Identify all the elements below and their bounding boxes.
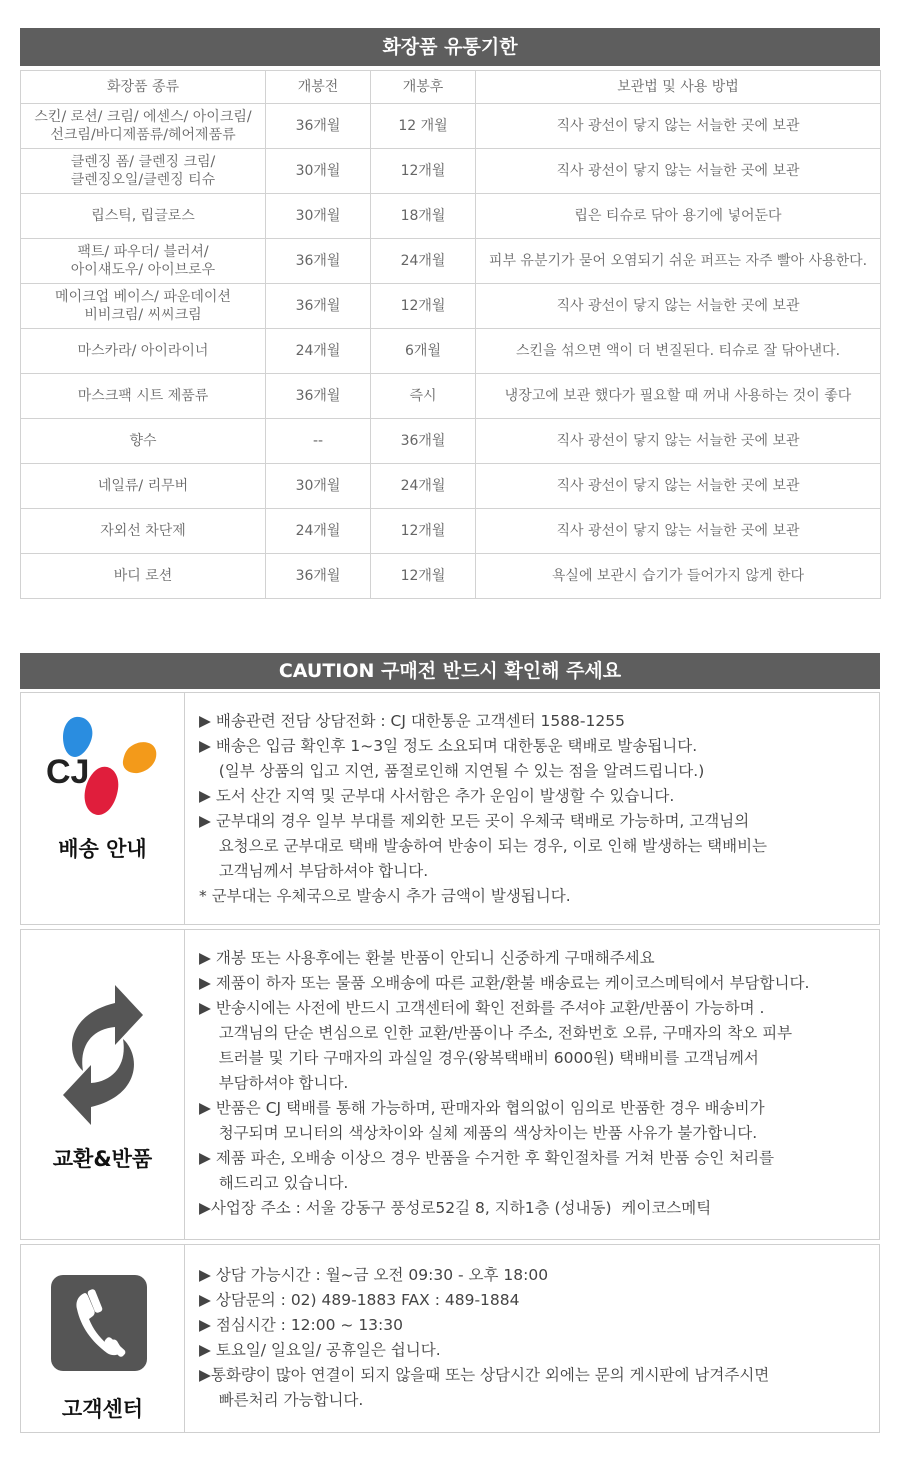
cell-before-opening: 36개월 [266, 374, 371, 419]
cell-type-line: 클렌징오일/클렌징 티슈 [70, 172, 216, 188]
cell-type-line: 향수 [129, 433, 157, 449]
cell-type [21, 284, 266, 329]
table-row [21, 104, 881, 149]
exchange-line: ▶ 개봉 또는 사용후에는 환불 반품이 안되니 신중하게 구매해주세요 [199, 949, 655, 967]
table-row [21, 554, 881, 599]
cell-after-opening: 24개월 [371, 464, 476, 509]
customer-center-section [20, 1244, 880, 1433]
cell-storage-method: 직사 광선이 닿지 않는 서늘한 곳에 보관 [476, 284, 881, 329]
cj-logo-icon [38, 715, 168, 820]
cell-before-opening: 30개월 [266, 149, 371, 194]
delivery-section [20, 692, 880, 925]
cell-before-opening: 36개월 [266, 554, 371, 599]
delivery-line: ▶ 배송은 입금 확인후 1~3일 정도 소요되며 대한통운 택배로 발송됩니다. [199, 737, 698, 755]
cell-storage-method: 스킨을 섞으면 액이 더 변질된다. 티슈로 잘 닦아낸다. [476, 329, 881, 374]
cell-type [21, 374, 266, 419]
table-row [21, 464, 881, 509]
cell-storage-method: 직사 광선이 닿지 않는 서늘한 곳에 보관 [476, 509, 881, 554]
cell-type-line: 바디 로션 [113, 568, 173, 584]
exchange-line: 해드리고 있습니다. [199, 1174, 349, 1192]
table-row [21, 374, 881, 419]
exchange-line: ▶ 반송시에는 사전에 반드시 고객센터에 확인 전화를 주셔야 교환/반품이 가능하며 . [199, 999, 765, 1017]
cell-storage-method: 직사 광선이 닿지 않는 서늘한 곳에 보관 [476, 104, 881, 149]
cell-after-opening: 12개월 [371, 509, 476, 554]
delivery-line: 요청으로 군부대로 택배 발송하여 반송이 되는 경우, 이로 인해 발생하는 택배비는 [199, 837, 768, 855]
exchange-text [199, 946, 871, 1221]
delivery-caption: 배송 안내 [58, 837, 147, 861]
cell-type-line: 스킨/ 로션/ 크림/ 에센스/ 아이크림/ [34, 109, 252, 125]
caution-title: CAUTION 구매전 반드시 확인해 주세요 [20, 653, 880, 689]
cell-type [21, 329, 266, 374]
cell-before-opening: 36개월 [266, 284, 371, 329]
cs-line: 빠른처리 가능합니다. [199, 1391, 364, 1409]
cell-type [21, 509, 266, 554]
cell-type [21, 104, 266, 149]
cell-after-opening: 24개월 [371, 239, 476, 284]
phone-icon [51, 1275, 147, 1371]
cell-type [21, 194, 266, 239]
cell-after-opening: 12 개월 [371, 104, 476, 149]
delivery-line: ▶ 군부대의 경우 일부 부대를 제외한 모든 곳이 우체국 택배로 가능하며, 고객님의 [199, 812, 750, 830]
delivery-line: ▶ 도서 산간 지역 및 군부대 사서함은 추가 운임이 발생할 수 있습니다. [199, 787, 675, 805]
cell-storage-method: 립은 티슈로 닦아 용기에 넣어둔다 [476, 194, 881, 239]
table-row [21, 194, 881, 239]
cell-type-line: 자외선 차단제 [100, 523, 186, 539]
cs-text [199, 1263, 871, 1413]
exchange-line: ▶사업장 주소 : 서울 강동구 풍성로52길 8, 지하1층 (성내동) 케이코스메틱 [199, 1199, 712, 1217]
cell-type-line: 아이섀도우/ 아이브로우 [70, 262, 216, 278]
cell-before-opening: -- [266, 419, 371, 464]
cell-storage-method: 냉장고에 보관 했다가 필요할 때 꺼내 사용하는 것이 좋다 [476, 374, 881, 419]
cell-type [21, 464, 266, 509]
cell-before-opening: 30개월 [266, 194, 371, 239]
cell-after-opening: 18개월 [371, 194, 476, 239]
cell-type-line: 마스크팩 시트 제품류 [77, 388, 209, 404]
exchange-caption: 교환&반품 [52, 1147, 153, 1171]
cell-before-opening: 24개월 [266, 329, 371, 374]
cell-before-opening: 36개월 [266, 239, 371, 284]
table-body [21, 104, 881, 599]
cs-label-cell [21, 1245, 185, 1432]
exchange-line: 트러블 및 기타 구매자의 과실일 경우(왕복택배비 6000원) 택배비를 고객님께서 [199, 1049, 759, 1067]
delivery-line: * 군부대는 우체국으로 발송시 추가 금액이 발생됩니다. [199, 887, 571, 905]
cell-type-line: 네일류/ 리무버 [97, 478, 189, 494]
table-row [21, 509, 881, 554]
cell-type [21, 239, 266, 284]
shelf-life-title: 화장품 유통기한 [20, 28, 880, 66]
cs-line: ▶ 상담 가능시간 : 월~금 오전 09:30 - 오후 18:00 [199, 1266, 549, 1284]
table-row [21, 329, 881, 374]
exchange-line: ▶ 제품이 하자 또는 물품 오배송에 따른 교환/환불 배송료는 케이코스메틱에서 부담합니다. [199, 974, 810, 992]
cell-after-opening: 12개월 [371, 149, 476, 194]
delivery-label-cell [21, 693, 185, 924]
cell-after-opening: 12개월 [371, 554, 476, 599]
cs-caption: 고객센터 [61, 1397, 144, 1421]
cs-line: ▶통화량이 많아 연결이 되지 않을때 또는 상담시간 외에는 문의 게시판에 남겨주시면 [199, 1366, 770, 1384]
delivery-line: 고객님께서 부담하셔야 합니다. [199, 862, 429, 880]
exchange-line: 고객님의 단순 변심으로 인한 교환/반품이나 주소, 전화번호 오류, 구매자의 착오 피부 [199, 1024, 793, 1042]
cell-storage-method: 직사 광선이 닿지 않는 서늘한 곳에 보관 [476, 464, 881, 509]
table-header-row [21, 71, 881, 104]
exchange-line: 부담하셔야 합니다. [199, 1074, 349, 1092]
header-type: 화장품 종류 [21, 71, 266, 104]
shelf-life-table [20, 70, 881, 599]
header-storage-method: 보관법 및 사용 방법 [476, 71, 881, 104]
cell-after-opening: 즉시 [371, 374, 476, 419]
cell-type [21, 149, 266, 194]
cell-type [21, 554, 266, 599]
table-row [21, 284, 881, 329]
cell-type [21, 419, 266, 464]
cs-line: ▶ 토요일/ 일요일/ 공휴일은 쉽니다. [199, 1341, 441, 1359]
cell-before-opening: 24개월 [266, 509, 371, 554]
table-row [21, 239, 881, 284]
header-before-opening: 개봉전 [266, 71, 371, 104]
cell-type-line: 메이크업 베이스/ 파운데이션 [55, 289, 231, 305]
table-row [21, 419, 881, 464]
cell-after-opening: 6개월 [371, 329, 476, 374]
exchange-line: ▶ 반품은 CJ 택배를 통해 가능하며, 판매자와 협의없이 임의로 반품한 경우 배송비가 [199, 1099, 765, 1117]
cell-before-opening: 30개월 [266, 464, 371, 509]
exchange-label-cell [21, 930, 185, 1239]
cs-line: ▶ 상담문의 : 02) 489-1883 FAX : 489-1884 [199, 1291, 520, 1309]
cell-type-line: 비비크림/ 씨씨크림 [84, 307, 202, 323]
cell-after-opening: 12개월 [371, 284, 476, 329]
cell-storage-method: 욕실에 보관시 습기가 들어가지 않게 한다 [476, 554, 881, 599]
cell-type-line: 립스틱, 립글로스 [91, 208, 195, 224]
cell-before-opening: 36개월 [266, 104, 371, 149]
delivery-line: (일부 상품의 입고 지연, 품절로인해 지연될 수 있는 점을 알려드립니다.) [199, 762, 705, 780]
delivery-line: ▶ 배송관련 전담 상담전화 : CJ 대한통운 고객센터 1588-1255 [199, 712, 625, 730]
cell-storage-method: 직사 광선이 닿지 않는 서늘한 곳에 보관 [476, 419, 881, 464]
delivery-text [199, 709, 871, 909]
cell-storage-method: 직사 광선이 닿지 않는 서늘한 곳에 보관 [476, 149, 881, 194]
cell-type-line: 클렌징 폼/ 클렌징 크림/ [70, 154, 216, 170]
cell-type-line: 마스카라/ 아이라이너 [77, 343, 209, 359]
header-after-opening: 개봉후 [371, 71, 476, 104]
table-row [21, 149, 881, 194]
exchange-line: ▶ 제품 파손, 오배송 이상으 경우 반품을 수거한 후 확인절차를 거쳐 반품 승인 처리를 [199, 1149, 775, 1167]
cell-storage-method: 피부 유분기가 묻어 오염되기 쉬운 퍼프는 자주 빨아 사용한다. [476, 239, 881, 284]
cj-logo-text: CJ [46, 753, 90, 791]
cell-after-opening: 36개월 [371, 419, 476, 464]
exchange-line: 청구되며 모니터의 색상차이와 실체 제품의 색상차이는 반품 사유가 불가합니다. [199, 1124, 758, 1142]
cell-type-line: 선크림/바디제품류/헤어제품류 [50, 127, 236, 143]
cell-type-line: 팩트/ 파우더/ 블러셔/ [77, 244, 209, 260]
cs-line: ▶ 점심시간 : 12:00 ~ 13:30 [199, 1316, 403, 1334]
exchange-arrows-icon [43, 975, 163, 1135]
exchange-section [20, 929, 880, 1240]
